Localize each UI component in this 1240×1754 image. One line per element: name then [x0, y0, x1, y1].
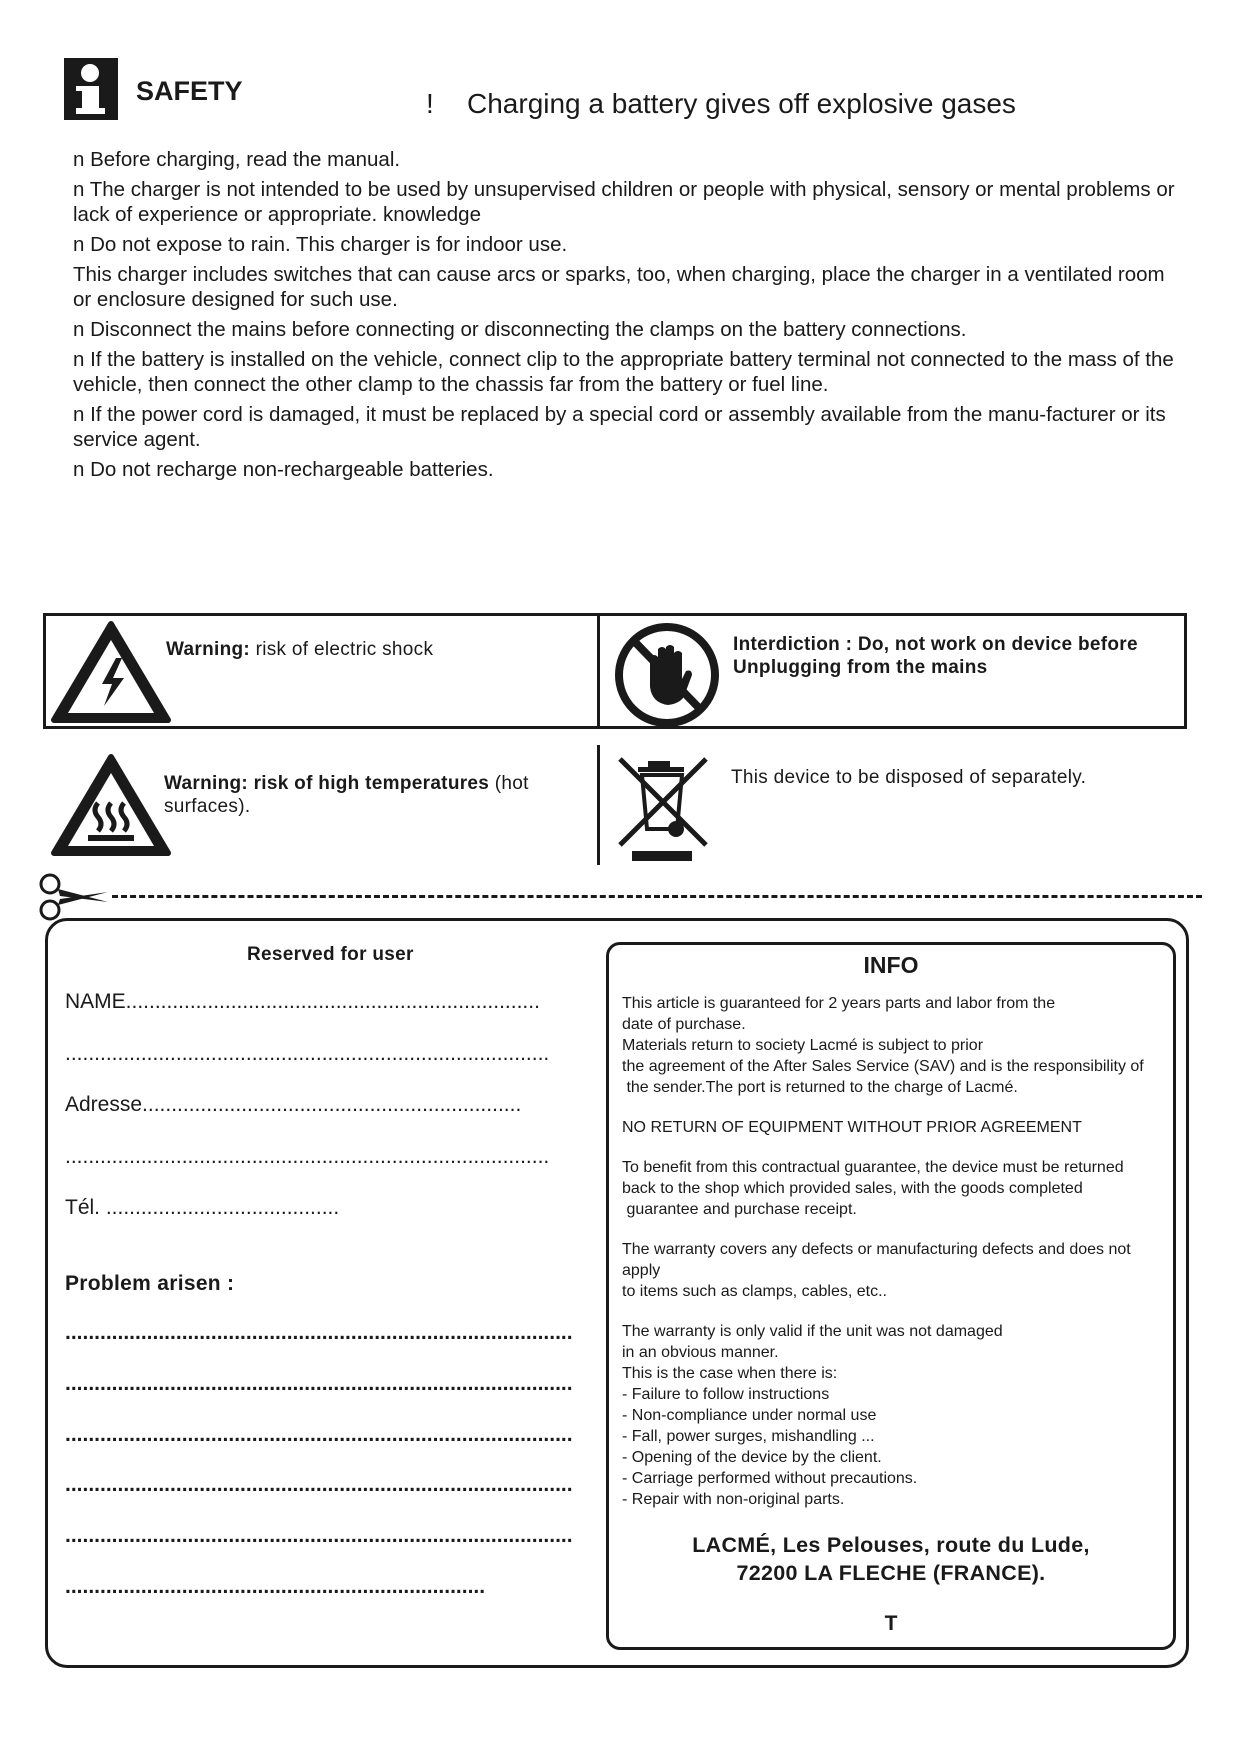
safety-item: n If the battery is installed on the vehicle, connect clip to the appropriate battery terminal not connected to the mass of the vehicle, then connect the other clamp to the chassis far from the battery or fuel line. — [73, 348, 1174, 396]
electric-shock-icon — [50, 620, 172, 726]
safety-item: n Before charging, read the manual. — [73, 148, 401, 171]
problem-label: Problem arisen : — [65, 1272, 235, 1295]
info-title: INFO — [863, 952, 919, 978]
safety-item: n If the power cord is damaged, it must be replaced by a special cord or assembly available from the manu-facturer or its service agent. — [73, 403, 1166, 451]
user-section-title: Reserved for user — [247, 944, 414, 965]
no-touch-icon — [612, 621, 722, 729]
electric-shock-warning: Warning: risk of electric shock — [166, 639, 434, 660]
warranty-paragraph: NO RETURN OF EQUIPMENT WITHOUT PRIOR AGREEMENT — [622, 1119, 1082, 1136]
problem-line[interactable]: ....................................................................................... — [65, 1372, 573, 1395]
warranty-paragraph: The warranty is only valid if the unit was not damaged in an obvious manner. This is the case when there is: - Failure to follow instructions - Non-compliance under normal use - Fall, power surges, mishandling ... - Opening of the device by the client. - Carriage performed without precautions. - Repair with non-original parts. — [622, 1323, 1003, 1508]
cut-line — [112, 895, 1202, 898]
safety-item: n Disconnect the mains before connecting or disconnecting the clamps on the battery connections. — [73, 318, 967, 341]
problem-line[interactable]: ........................................................................ — [65, 1575, 486, 1598]
phone-field[interactable]: Tél. ........................................ — [65, 1196, 340, 1219]
address-line-1: LACMÉ, Les Pelouses, route du Lude, — [692, 1533, 1090, 1557]
safety-item: This charger includes switches that can cause arcs or sparks, too, when charging, place the charger in a ventilated room or enclosure designed for such use. — [73, 263, 1165, 311]
company-address — [606, 1531, 1176, 1587]
interdiction-warning: Interdiction : Do, not work on device before Unplugging from the mains — [733, 634, 1138, 678]
address-field-line2[interactable]: ................................................................................... — [65, 1145, 550, 1168]
problem-line[interactable]: ....................................................................................... — [65, 1473, 573, 1496]
crossed-bin-icon — [614, 753, 714, 863]
address-field[interactable]: Adresse................................................................. — [65, 1093, 522, 1116]
footer-letter: T — [884, 1612, 898, 1635]
info-icon — [64, 58, 118, 120]
safety-instructions — [73, 147, 1183, 487]
problem-line[interactable]: ....................................................................................... — [65, 1423, 573, 1446]
warranty-paragraph: This article is guaranteed for 2 years parts and labor from the date of purchase. Materials return to society Lacmé is subject to prior the agreement of the After Sales Service (SAV) and is the responsibility of the sender.The port is returned to the charge of Lacmé. — [622, 995, 1144, 1096]
section-title: SAFETY — [136, 76, 243, 106]
disposal-note: This device to be disposed of separately. — [731, 767, 1087, 788]
warranty-paragraph: The warranty covers any defects or manufacturing defects and does not apply to items such as clamps, cables, etc.. — [622, 1241, 1131, 1300]
divider — [597, 745, 600, 865]
exclamation-mark: ! — [426, 88, 434, 119]
scissors-icon — [36, 872, 110, 922]
address-line-2: 72200 LA FLECHE (FRANCE). — [736, 1561, 1046, 1585]
safety-item: n Do not recharge non-rechargeable batteries. — [73, 458, 494, 481]
high-temperature-warning: Warning: risk of high temperatures (hot surfaces). — [164, 773, 529, 817]
divider — [597, 613, 600, 729]
problem-line[interactable]: ....................................................................................... — [65, 1321, 573, 1344]
problem-line[interactable]: ....................................................................................... — [65, 1524, 573, 1547]
safety-item: n Do not expose to rain. This charger is for indoor use. — [73, 233, 568, 256]
warranty-text — [622, 993, 1170, 1510]
warranty-paragraph: To benefit from this contractual guarantee, the device must be returned back to the shop which provided sales, with the goods completed guarantee and purchase receipt. — [622, 1159, 1124, 1218]
explosive-gas-warning: Charging a battery gives off explosive gases — [467, 88, 1016, 119]
name-field-line2[interactable]: ................................................................................... — [65, 1042, 550, 1065]
name-field[interactable]: NAME....................................................................... — [65, 990, 540, 1013]
hot-surface-icon — [50, 753, 172, 859]
safety-item: n The charger is not intended to be used by unsupervised children or people with physical, sensory or mental problems or lack of experience or appropriate. knowledge — [73, 178, 1175, 226]
